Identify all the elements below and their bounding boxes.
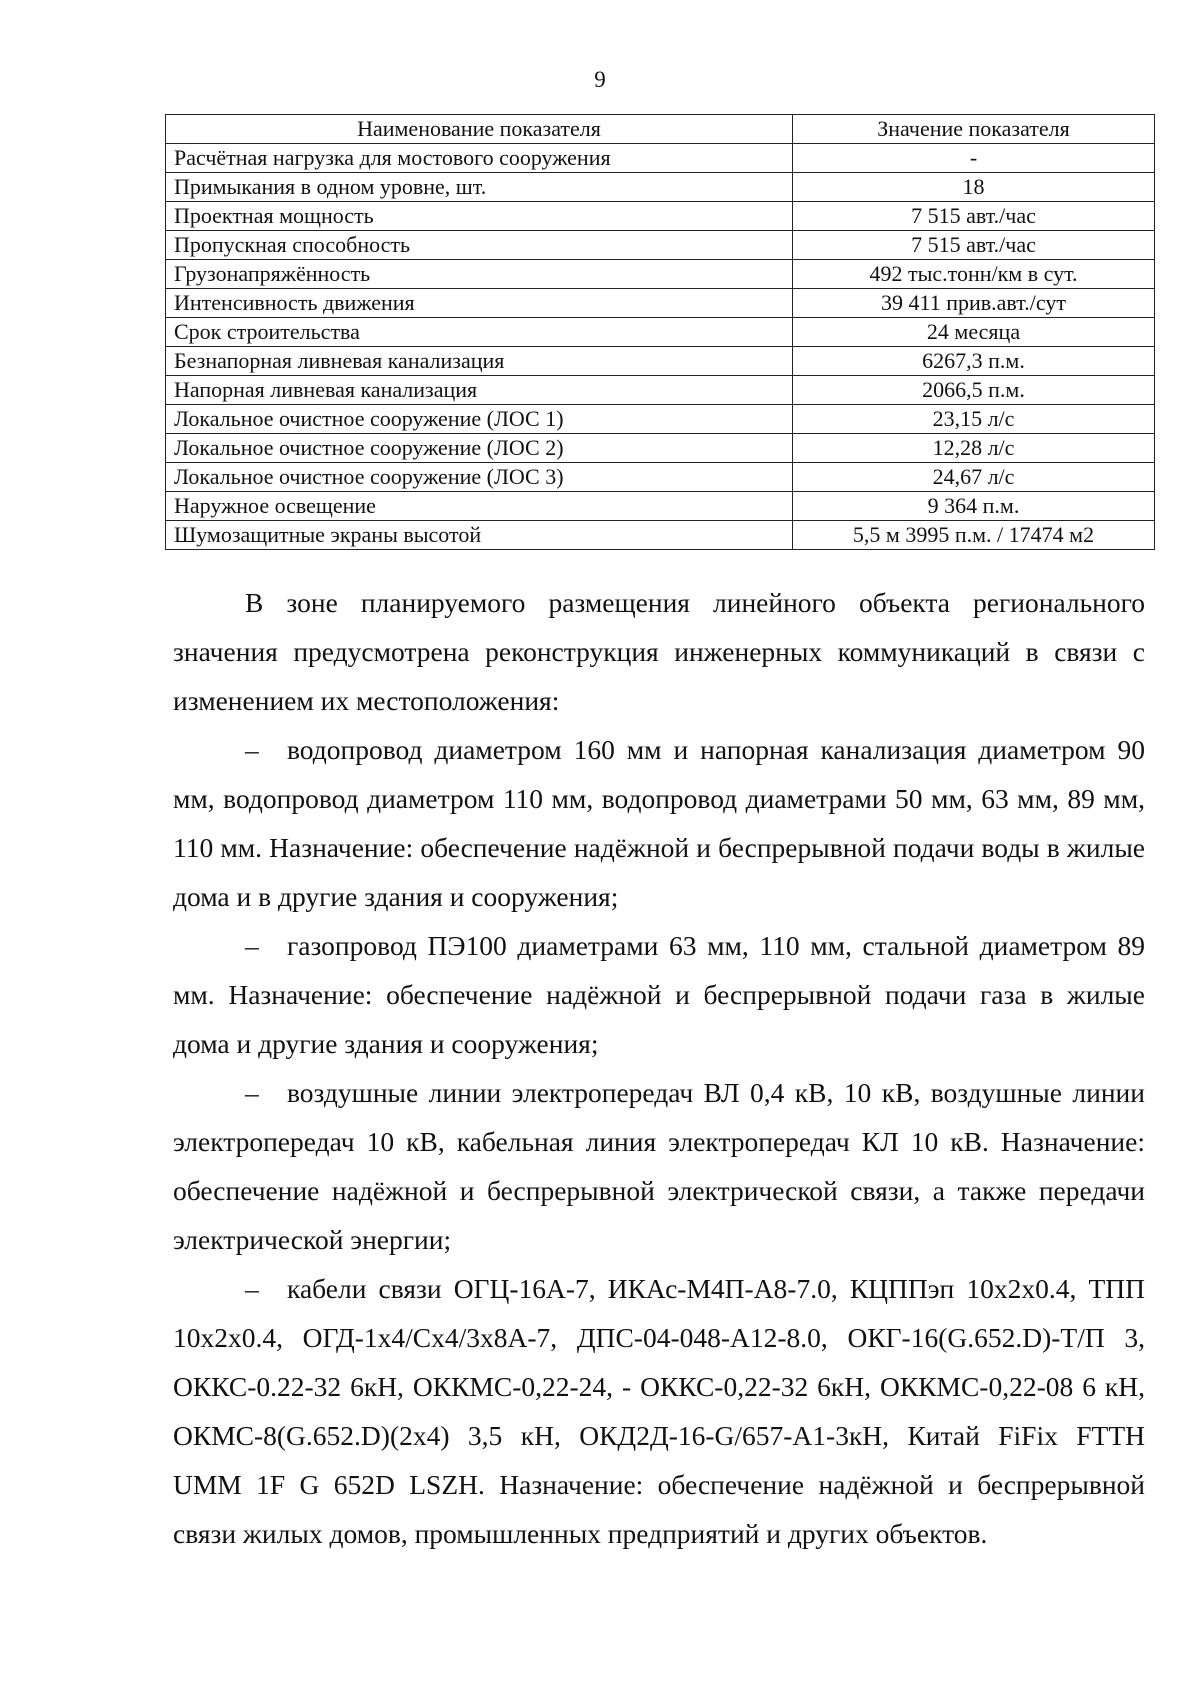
body-text	[173, 578, 1145, 1558]
dash-marker: –	[245, 930, 259, 961]
dash-marker: –	[245, 1077, 259, 1108]
row-value: 6267,3 п.м.	[793, 347, 1155, 376]
row-value: 18	[793, 173, 1155, 202]
table-row	[166, 202, 1155, 231]
table-row	[166, 492, 1155, 521]
row-name: Локальное очистное сооружение (ЛОС 3)	[166, 463, 793, 492]
table-row	[166, 405, 1155, 434]
row-name: Грузонапряжённость	[166, 260, 793, 289]
list-item-water	[173, 725, 1145, 921]
intro-paragraph: В зоне планируемого размещения линейного объекта регионального значения предусмотрена реконструкция инженерных коммуникаций в связи с изменением их местоположения:	[173, 587, 1145, 716]
list-item-gas	[173, 921, 1145, 1068]
page-number: 9	[594, 67, 606, 92]
row-name: Локальное очистное сооружение (ЛОС 1)	[166, 405, 793, 434]
row-value: 24,67 л/с	[793, 463, 1155, 492]
list-item-text: кабели связи ОГЦ-16А-7, ИКАс-М4П-А8-7.0, КЦППэп 10х2х0.4, ТПП 10х2х0.4, ОГД-1х4/Сх4/3х8А-7, ДПС-04-048-А12-8.0, ОКГ-16(G.652.D)-Т/П 3, ОККС-0.22-32 6кН, ОККМС-0,22-24, - ОККС-0,22-32 6кН, ОККМС-0,22-08 6 кН, ОКМС-8(G.652.D)(2х4) 3,5 кН, ОКД2Д-16-G/657-А1-3кН, Китай FiFix FTTH UMM 1F G 652D LSZH. Назначение: обеспечение надёжной и беспрерывной связи жилых домов, промышленных предприятий и других объектов.	[173, 1273, 1145, 1549]
row-name: Локальное очистное сооружение (ЛОС 2)	[166, 434, 793, 463]
list-item-text: воздушные линии электропередач ВЛ 0,4 кВ, 10 кВ, воздушные линии электропередач 10 кВ, кабельная линия электропередач КЛ 10 кВ. Назначение: обеспечение надёжной и беспрерывной электрической связи, а также передачи электрической энергии;	[173, 1077, 1145, 1255]
row-name: Безнапорная ливневая канализация	[166, 347, 793, 376]
row-name: Расчётная нагрузка для мостового сооружения	[166, 144, 793, 173]
table-row	[166, 376, 1155, 405]
list-item-cables	[173, 1264, 1145, 1558]
table-row	[166, 173, 1155, 202]
row-name: Срок строительства	[166, 318, 793, 347]
table-row	[166, 463, 1155, 492]
table-row	[166, 434, 1155, 463]
table-row	[166, 318, 1155, 347]
table-row	[166, 144, 1155, 173]
header-indicator-name: Наименование показателя	[166, 115, 793, 144]
row-value: 7 515 авт./час	[793, 202, 1155, 231]
list-item-text: водопровод диаметром 160 мм и напорная канализация диаметром 90 мм, водопровод диаметром 110 мм, водопровод диаметрами 50 мм, 63 мм, 89 мм, 110 мм. Назначение: обеспечение надёжной и беспрерывной подачи воды в жилые дома и в другие здания и сооружения;	[173, 734, 1145, 912]
dash-marker: –	[245, 1273, 259, 1304]
row-name: Пропускная способность	[166, 231, 793, 260]
row-name: Напорная ливневая канализация	[166, 376, 793, 405]
row-value: 492 тыс.тонн/км в сут.	[793, 260, 1155, 289]
table-header-row	[166, 115, 1155, 144]
row-value: 5,5 м 3995 п.м. / 17474 м2	[793, 521, 1155, 550]
table-row	[166, 289, 1155, 318]
table-row	[166, 347, 1155, 376]
row-value: 12,28 л/с	[793, 434, 1155, 463]
table-row	[166, 231, 1155, 260]
list-item-text: газопровод ПЭ100 диаметрами 63 мм, 110 мм, стальной диаметром 89 мм. Назначение: обеспечение надёжной и беспрерывной подачи газа в жилые дома и другие здания и сооружения;	[173, 930, 1145, 1059]
table-row	[166, 260, 1155, 289]
row-value: 23,15 л/с	[793, 405, 1155, 434]
table-row	[166, 521, 1155, 550]
list-item-power	[173, 1068, 1145, 1264]
row-name: Шумозащитные экраны высотой	[166, 521, 793, 550]
indicators-table	[165, 114, 1155, 550]
row-name: Наружное освещение	[166, 492, 793, 521]
row-name: Проектная мощность	[166, 202, 793, 231]
row-value: -	[793, 144, 1155, 173]
row-name: Интенсивность движения	[166, 289, 793, 318]
row-value: 24 месяца	[793, 318, 1155, 347]
dash-marker: –	[245, 734, 259, 765]
row-value: 2066,5 п.м.	[793, 376, 1155, 405]
header-indicator-value: Значение показателя	[793, 115, 1155, 144]
row-value: 9 364 п.м.	[793, 492, 1155, 521]
row-value: 7 515 авт./час	[793, 231, 1155, 260]
row-value: 39 411 прив.авт./сут	[793, 289, 1155, 318]
row-name: Примыкания в одном уровне, шт.	[166, 173, 793, 202]
